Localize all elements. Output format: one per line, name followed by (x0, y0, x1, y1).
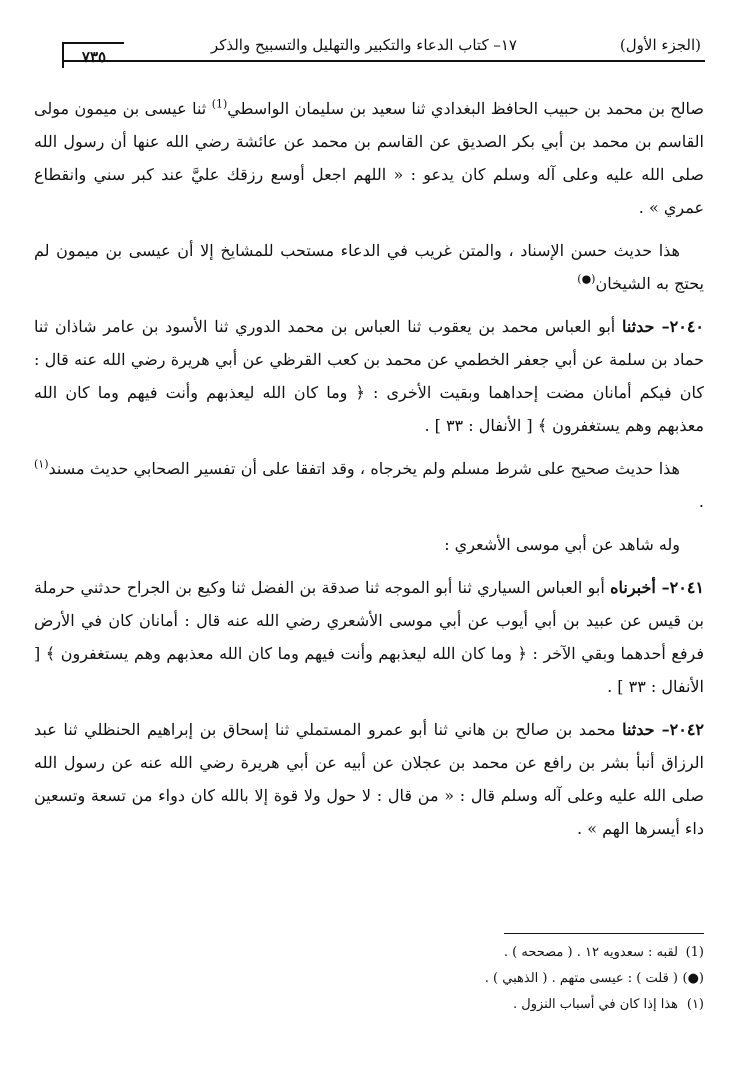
paragraph-isnad-continuation: صالح بن محمد بن حبيب الحافظ البغدادي ثنا سعيد بن سليمان الواسطي$^{(1)}$ ثنا عيسى بن ميمون مولى القاسم بن محمد بن أبي بكر الصديق عن القاسم بن محمد عن عائشة رضي الله عنها أن رسول الله صلى الله عليه وعلى آله وسلم كان يدعو : « اللهم اجعل أوسع رزقك عليَّ عند كبر سني وانقطاع عمري » . (34, 97, 705, 217)
header-rule (62, 60, 705, 62)
hadith-2042: ٢٠٤٢– حدثنا محمد بن صالح بن هاني ثنا أبو عمرو المستملي ثنا إسحاق بن إبراهيم الحنظلي ثنا عبد الرزاق أنبأ بشر بن رافع عن محمد بن عجلان عن أبيه عن أبي هريرة رضي الله عنه عن رسول الله صلى الله عليه وعلى آله وسلم قال : « من قال : لا حول ولا قوة إلا بالله كان دواء من تسعة وتسعين داء أيسرها الهم » . (34, 720, 705, 838)
footnotes (34, 940, 704, 1018)
paragraph-grading-1: هذا حديث حسن الإسناد ، والمتن غريب في الدعاء مستحب للمشايخ إلا أن عيسى بن ميمون لم يحتج به الشيخان(●) (34, 241, 704, 293)
footnote: (١)هذا إذا كان في أسباب النزول . (513, 997, 704, 1012)
hadith-2040: ٢٠٤٠– حدثنا أبو العباس محمد بن يعقوب ثنا العباس بن محمد الدوري ثنا الأسود بن عامر شاذان ثنا حماد بن سلمة عن أبي جعفر الخطمي عن محمد بن كعب القرظي عن أبي هريرة رضي الله عنه قال : كان فيكم أمانان مضت إحداهما وبقيت الأخرى : ﴿ وما كان الله ليعذبهم وأنت فيهم وما كان الله معذبهم وهم يستغفرون ﴾ [ الأنفال : ٣٣ ] . (34, 317, 705, 435)
footnote-ref-2: (١) (34, 457, 49, 471)
hadith-2041: ٢٠٤١– أخبرناه أبو العباس السياري ثنا أبو الموجه ثنا صدقة بن الفضل ثنا وكيع بن الجراح حدثني حرملة بن قيس عن عبيد بن أبي أيوب عن أبي موسى الأشعري رضي الله عنه قال : أمانان كان في الأرض فرفع أحدهما وبقي الآخر : ﴿ وما كان الله ليعذبهم وأنت فيهم وما كان الله معذبهم وهم يستغفرون ﴾ [ الأنفال : ٣٣ ] . (34, 578, 705, 696)
main-text (34, 92, 704, 855)
page-number: ٧٣٥ (62, 42, 124, 68)
hadith-number: ٢٠٤٢– حدثنا (622, 720, 705, 739)
paragraph-grading-2: هذا حديث صحيح على شرط مسلم ولم يخرجاه ، وقد اتفقا على أن تفسير الصحابي حديث مسند$^{(١)}$ . (34, 457, 704, 511)
footnote-rule (504, 933, 704, 934)
hadith-number: ٢٠٤١– أخبرناه (610, 578, 705, 597)
footnote: (1)لقبه : سعدويه ١٢ . ( مصححه ) . (503, 945, 704, 960)
hadith-number: ٢٠٤٠– حدثنا (621, 317, 705, 336)
volume-label: (الجزء الأول) (619, 36, 701, 54)
chapter-title: ١٧– كتاب الدعاء والتكبير والتهليل والتسبيح والذكر (210, 36, 517, 54)
footnote-ref-dot: (●) (577, 272, 596, 286)
footnote-ref-1: (1) (211, 97, 228, 111)
footnote: (●)( قلت ) : عيسى متهم . ( الذهبي ) . (484, 971, 704, 986)
paragraph-witness: وله شاهد عن أبي موسى الأشعري : (444, 535, 680, 554)
